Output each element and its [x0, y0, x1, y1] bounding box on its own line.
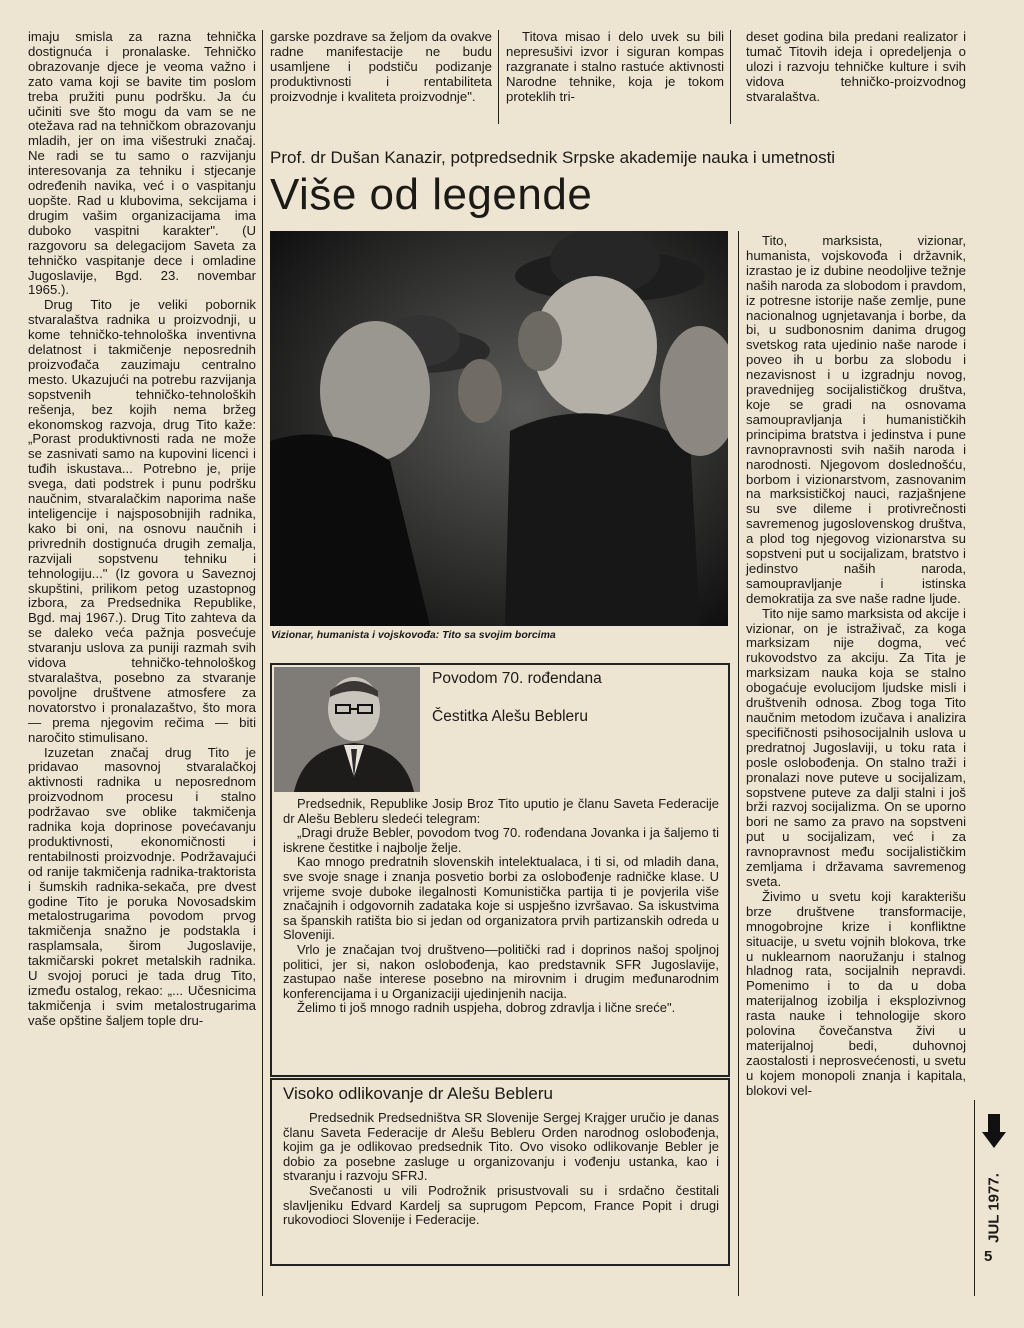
portrait-illustration: [274, 667, 420, 792]
greeting-body: [283, 797, 719, 1016]
photo-tito-with-fighters: [270, 231, 728, 626]
column-divider: [738, 231, 739, 1296]
col2-paragraph: garske pozdrave sa željom da ovakve radne manifestacije ne budu usamljene i podstiču podizanje produktivnosti i rentabiliteta proizvodnje i kvaliteta proizvodnje".: [270, 29, 492, 104]
decoration-paragraph: Predsednik Predsedništva SR Slovenije Sergej Krajger uručio je danas članu Saveta Federacije dr Alešu Bebleru Orden narodnog oslobođenja, kojim ga je odlikovao predsednik Tito. Ovo visoko odlikovanje Bebler je dobio za posebne zasluge u organizovanju i vođenju ustanka, kao i stvaranju i razvoju SFRJ.: [283, 1110, 719, 1184]
greeting-paragraph: Kao mnogo predratnih slovenskih intelektualaca, i ti si, od mladih dana, sve svoje snage i znanja posvetio borbi za oslobođenje radničke klase. U vrijeme svoje duboke ilegalnosti Komunistička partija ti je povjerila više značajnih i odgovornih zadataka koje si uspješno izvršavao. Sa iskustvima sa španskih ratišta bio si jedan od organizatora prvih partizanskih odreda u Sloveniji.: [283, 854, 719, 943]
article-headline: Više od legende: [270, 170, 593, 219]
margin-divider: [974, 1100, 975, 1296]
article-paragraph: Tito nije samo marksista od akcije i vizionar, on je istraživač, za koga marksizam nije dogma, već rukovodstvo za akciju. Za Tita je marksizam nauka koja se stalno obogaćuje evolucijom ljudske misli i društvenih odnosa. Zbog toga Tito naučnim metodom izučava i analizira specifičnosti psihosocijalnih uslova u predratnoj Jugoslaviji, u toku rata i posle oslobođenja. On stalno traži i pronalazi nove puteve u socijalizam, sopstvene puteve za dalji stalni i još brži razvoj socijalizma. On se uporno bori ne samo za pravo na sopstveni put u socijalizam, već i za ravnopravnost među socijalističkim zemljama i državama savremenog sveta.: [746, 605, 966, 889]
portrait-ales-bebler: [274, 667, 420, 792]
greeting-title-occasion: Povodom 70. rođendana: [432, 670, 602, 687]
col1-paragraph: Izuzetan značaj drug Tito je pridavao masovnoj stvaralačkoj aktivnosti radnika u neposrednom proizvodnom procesu i stalno podržavao sve oblike takmičenja radnika koja doprinose povećavanju produktivnosti, ekonomičnosti i rentabilnosti proizvodnje. Podržavajući od ranije takmičenja radnika-traktorista i šumskih radnika-sekača, pre dvest godine Tito je poruka Novosadskim metalostrugarima povodom prvog takmičenja snažno je podstakla i rasplamsala, širom Jugoslavije, takmičarski pokret metalskih radnika. U svojoj poruci je tada drug Tito, između ostalog, rekao: „... Učesnicima takmičenja i svim metalostrugarima vaše opštine šaljem tople dru-: [28, 744, 256, 1028]
col1-paragraph: imaju smisla za razna tehnička dostignuća i pronalaske. Tehničko obrazovanje djece je veoma važno i zato vama koji se bavite tim poslom treba pružiti punu podršku. Ja ću učiniti sve što mogu da vam se ne otežava rad na tehničkom obrazovanju mladih, jer on ima višestruki značaj. Ne radi se tu samo o razvijanju interesovanja za tehniku i stjecanje određenih navika, već i o vaspitanju uopšte. Rad u klubovima, sekcijama i drugim vašim organizacijama ima duboko vaspitni karakter". (U razgovoru sa delegacijom Saveta za tehničko vaspitanje dece i omladine Jugoslavije, Bgd. 23. novembar 1965.).: [28, 29, 256, 298]
greeting-title: Čestitka Alešu Bebleru: [432, 708, 588, 725]
photo-caption: Vizionar, humanista i vojskovođa: Tito sa svojim borcima: [271, 629, 556, 641]
article-kicker: Prof. dr Dušan Kanazir, potpredsednik Srpske akademije nauka i umetnosti: [270, 148, 836, 167]
column-3-top: [506, 30, 724, 105]
issue-date-text: JUL 1977.: [985, 1173, 1003, 1243]
page-number: 5: [984, 1248, 993, 1265]
greeting-paragraph: Vrlo je značajan tvoj društveno—politički rad i doprinos našoj spoljnoj politici, jer si, nakon oslobođenja, kao predstavnik SFR Jugoslavije, zastupao naše interese posebno na mirovnim i drugim međunarodnim konferencijama i u Organizaciji ujedinjenih nacija.: [283, 941, 719, 1001]
photo-illustration: [270, 231, 728, 626]
column-1: [28, 30, 256, 1029]
decoration-title: Visoko odlikovanje dr Alešu Bebleru: [283, 1084, 553, 1103]
col4-paragraph: deset godina bila predani realizator i tumač Titovih ideja i opredeljenja o ulozi i razvoju tehničke kulture i svih vidova tehničko-proizvodnog stvaralaštva.: [746, 29, 966, 104]
col3-paragraph: Titova misao i delo uvek su bili nepresušivi izvor i siguran kompas razgranate i stalno rastuće aktivnosti Narodne tehnike, koja je tokom proteklih tri-: [506, 29, 724, 104]
article-paragraph: Živimo u svetu koji karakterišu brze društvene transformacije, mnogobrojne krize i konfliktne situacije, u svetu vojnih blokova, trke u nuklearnom naoružanju i stalnog hladnog rata, socijalnih nepravdi. Pomenimo i to da u doba materijalnog izobilja i eksplozivnog rasta nauke i tehnologije skoro polovina čovečanstva živi u materijalnoj bedi, duhovnoj zaostalosti i neprosvećenosti, u svetu u kojem monopoli znanja i kapitala, blokovi vel-: [746, 888, 966, 1098]
greeting-paragraph: Predsednik, Republike Josip Broz Tito uputio je članu Saveta Federacije dr Alešu Bebleru sledeći telegram:: [283, 796, 719, 826]
column-divider: [262, 30, 263, 1296]
decoration-paragraph: Svečanosti u vili Podrožnik prisustvovali su i srdačno čestitali slavljeniku Edvard Kardelj sa suprugom Pepcom, France Popit i drugi rukovodioci Slovenije i Federacije.: [283, 1182, 719, 1228]
decoration-body: [283, 1111, 719, 1228]
issue-date: [980, 1168, 1008, 1248]
col1-paragraph: Drug Tito je veliki pobornik stvaralaštva radnika u proizvodnji, u kome tehničko-tehnološka inventivna delatnost i takmičenje neposrednih proizvođača zauzimaju centralno mesto. Ukazujući na potrebu razvijanja sopstvenih tehničko-tehnoloških rešenja, bez kojih nema bržeg ekonomskog razvoja, drug Tito kaže: „Porast produktivnosti rada ne može se zasnivati samo na kupovini licenci i tuđih iskustava... Potrebno je, prije svega, dati podstrek i punu podršku naučnim, stvaralačkim naporima naše inteligencije i najsposobnijih radnika, kako bi oni, na osnovu naučnih i privrednih dostignuća drugih zemalja, razvijali sopstvenu tehniku i tehnologiju..." (Iz govora u Saveznoj skupštini, prilikom petog uzastopnog izbora, za Predsednika Republike, Bgd. maj 1967.). Drug Tito zahteva da se daleko veća pažnja posvećuje stvaranju uslova za puniji razmah svih vidova tehničko-tehnološkog stvaralaštva, posebno za stvaranje povoljne društvene atmosfere za novatorstvo i pronalazaštvo, što mora — prema njegovim rečima — biti naročito stimulisano.: [28, 297, 256, 745]
column-divider: [730, 30, 731, 124]
column-divider: [498, 30, 499, 124]
article-right-column: [746, 234, 966, 1099]
arrow-down-icon: [982, 1114, 1006, 1148]
greeting-paragraph: „Dragi druže Bebler, povodom tvog 70. rođendana Jovanka i ja šaljemo ti iskrene čestitke i najbolje želje.: [283, 825, 719, 855]
column-4-top: [746, 30, 966, 105]
article-paragraph: Tito, marksista, vizionar, humanista, vojskovođa i državnik, izrastao je iz dubine neodoljive težnje naših naroda za slobodom i pravdom, iz potresne istorije naše zemlje, pune nacionalnog ugnjetavanja i borbe, da bi, u sudbonosnim danima drugog svetskog rata ujedinio naše narode i poveo ih u borbu za slobodu i nezavisnost i u izgradnju novog, pravednijeg socijalističkog društva, koje se gradi na osnovama samoupravljanja i humanističkih principima bratstva i jedinstva i pune ravnopravnosti svih naših naroda i narodnosti. Njegovom doslednošću, borbom i vizionarstvom, zasnovanim na marksističkoj nauci, razjašnjene su sve dileme i protivrečnosti savremenog jugoslovenskog društva, a plod tog njegovog vizionarstva su sopstveni put u socijalizam, bratstvo i jedinstvo naših naroda, samoupravljanje i istinska demokratija za sve naše radne ljude.: [746, 233, 966, 606]
column-2-top: [270, 30, 492, 105]
greeting-paragraph: Želimo ti još mnogo radnih uspjeha, dobrog zdravlja i lične sreće".: [297, 1000, 676, 1016]
